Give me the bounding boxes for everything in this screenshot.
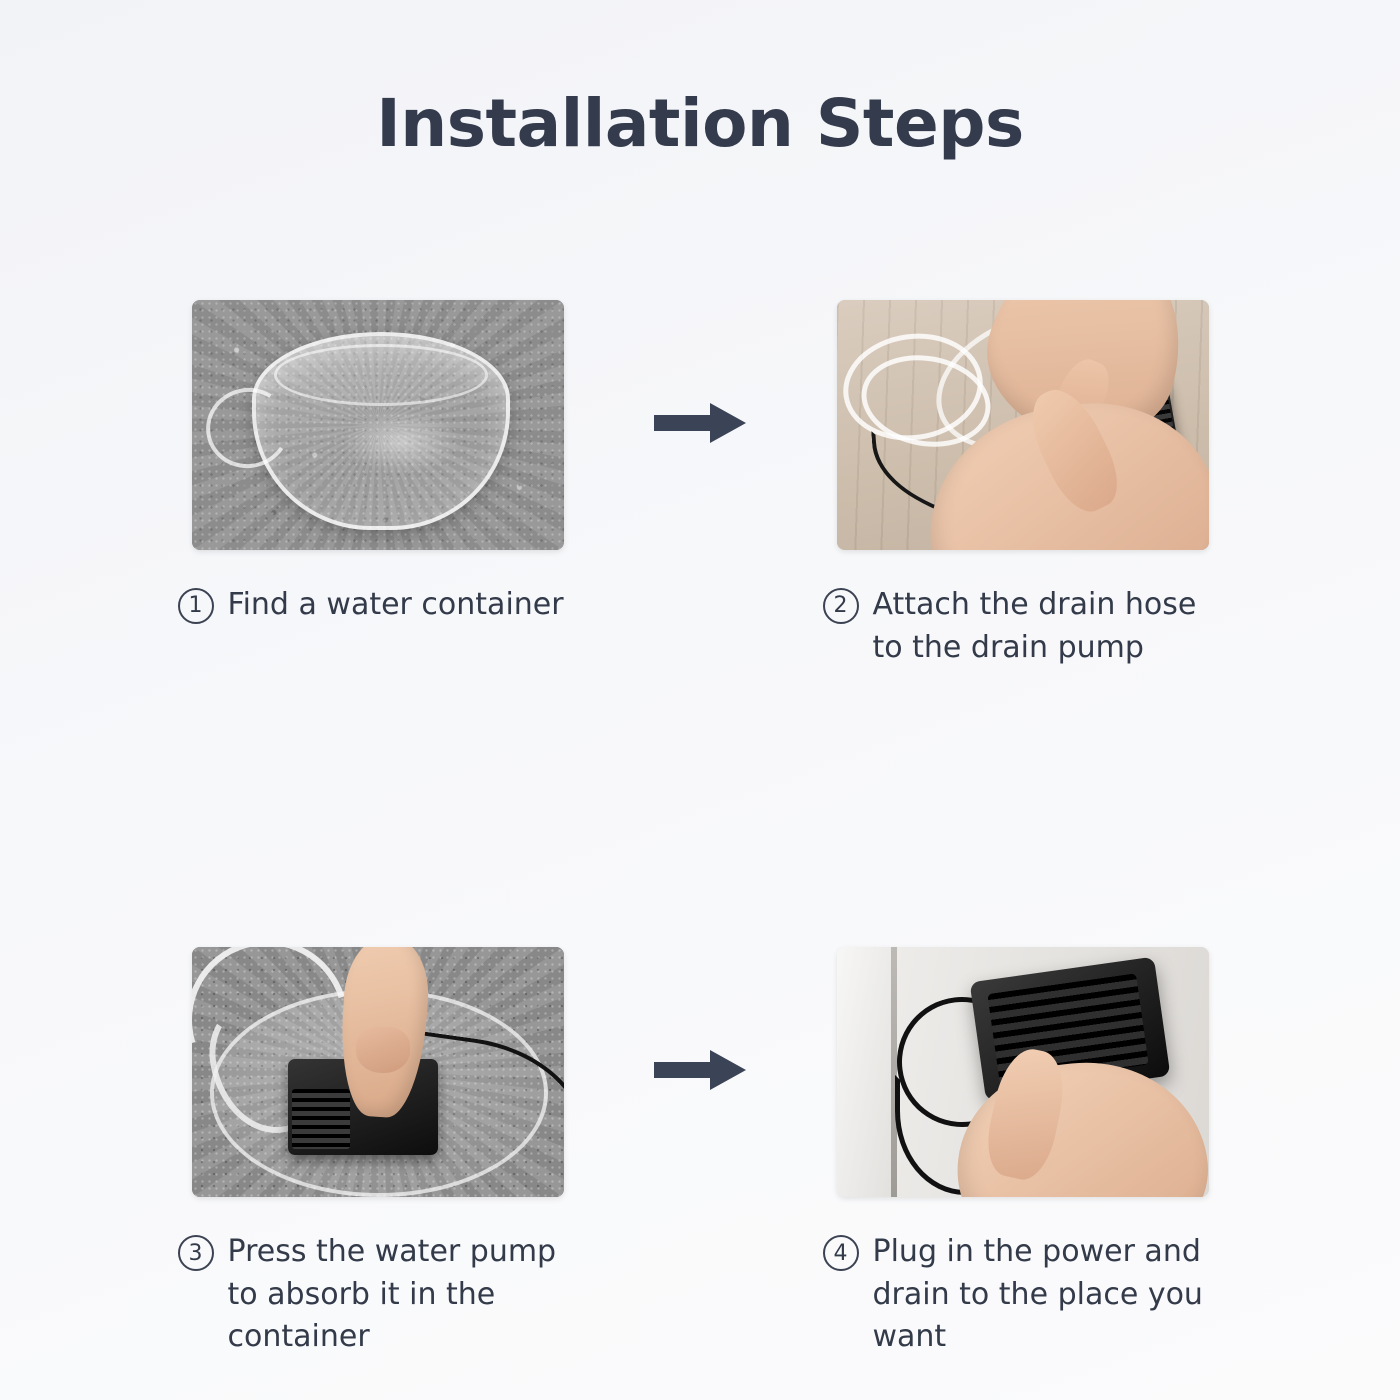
steps-grid bbox=[0, 300, 1400, 1359]
steps-row-1 bbox=[0, 300, 1400, 669]
wall-panel bbox=[837, 947, 891, 1197]
step-caption-text: Press the water pump to absorb it in the container bbox=[227, 1234, 557, 1355]
step-number-badge: 2 bbox=[823, 588, 859, 624]
step-3-image bbox=[192, 947, 564, 1197]
fingertip bbox=[356, 1027, 410, 1073]
step-caption-text: Find a water container bbox=[227, 587, 564, 622]
step-4-caption bbox=[823, 1231, 1223, 1359]
step-card-3 bbox=[163, 947, 593, 1359]
step-1-caption bbox=[178, 584, 578, 627]
arrow-right-icon bbox=[652, 1042, 748, 1098]
pump-fins bbox=[292, 1089, 350, 1149]
step-card-2 bbox=[808, 300, 1238, 669]
step-card-1 bbox=[163, 300, 593, 627]
glass-highlight bbox=[342, 410, 462, 474]
step-caption-text: Plug in the power and drain to the place you want bbox=[872, 1234, 1203, 1355]
step-4-image bbox=[837, 947, 1209, 1197]
glass-container-rim bbox=[274, 344, 488, 406]
step-1-image bbox=[192, 300, 564, 550]
step-2-image bbox=[837, 300, 1209, 550]
arrow-right-icon bbox=[652, 395, 748, 451]
step-3-caption bbox=[178, 1231, 578, 1359]
step-caption-text: Attach the drain hose to the drain pump bbox=[872, 587, 1197, 665]
step-number-badge: 3 bbox=[178, 1235, 214, 1271]
wall-edge-line bbox=[891, 947, 897, 1197]
step-number-badge: 1 bbox=[178, 588, 214, 624]
step-2-caption bbox=[823, 584, 1223, 669]
steps-row-2 bbox=[0, 947, 1400, 1359]
step-number-badge: 4 bbox=[823, 1235, 859, 1271]
page-title: Installation Steps bbox=[376, 85, 1024, 162]
step-card-4 bbox=[808, 947, 1238, 1359]
